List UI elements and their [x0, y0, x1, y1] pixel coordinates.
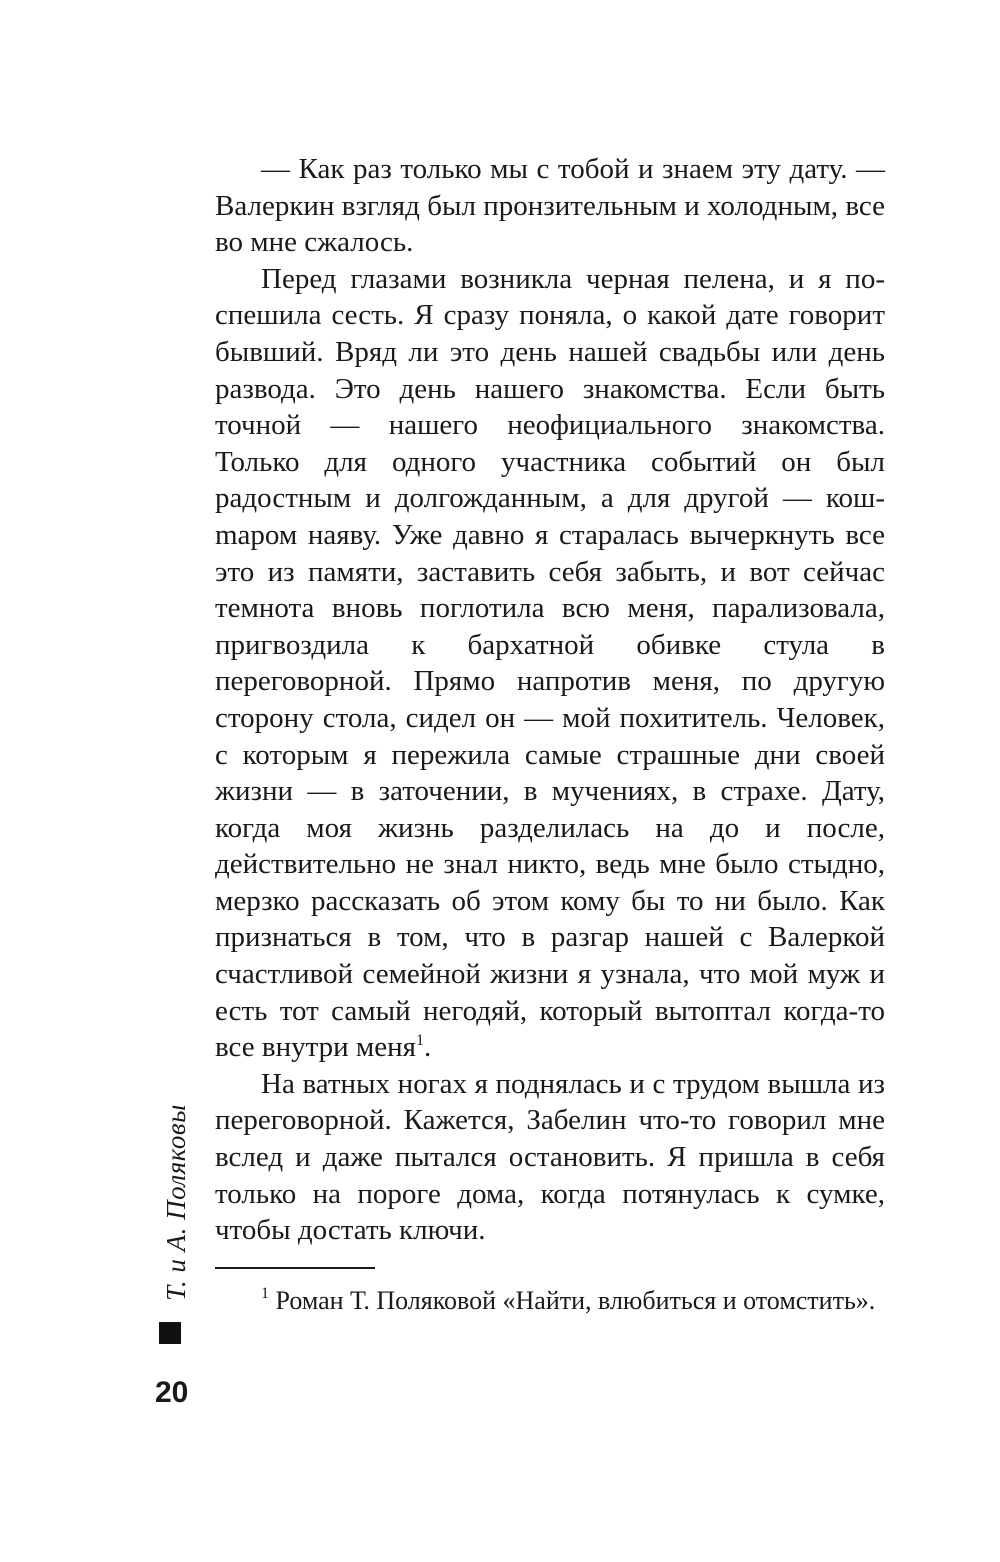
- body-text: [215, 151, 885, 1249]
- paragraph-1: — Как раз только мы с тобой и знаем эту дату. — Валеркин взгляд был пронзительным и холодным, все во мне сжалось.: [215, 153, 885, 259]
- footnote-text: Роман Т. Поляковой «Найти, влюбиться и отомстить».: [275, 1286, 876, 1315]
- running-head-authors: Т. и А. Поляковы: [160, 1104, 191, 1301]
- footnote: [215, 1284, 885, 1318]
- footnote-reference: 1: [415, 1032, 424, 1050]
- paragraph-2-end: .: [423, 1031, 432, 1064]
- square-marker-icon: [159, 1322, 181, 1344]
- footnote-marker: 1: [261, 1285, 269, 1302]
- running-head: [158, 1090, 194, 1315]
- paragraph-2: [215, 261, 885, 1066]
- paragraph-2-text: Перед глазами возникла черная пелена, и я поспешила сесть. Я сразу поняла, о какой дате говорит бывший. Вряд ли это день нашей свадьбы или день развода. Это день нашего знакомства. Если быть точной — нашего неофициального знакомства. Только для одного участника событий он был радостным и долгожданным, а для другой — кошmаром наяву. Уже давно я старалась вычеркнуть все это из памяти, заставить себя забыть, и вот сейчас темнота вновь поглотила всю меня, парализовала, пригвоздила к бархатной обивке стула в переговорной. Прямо напротив меня, по другую сторону стола, сидел он — мой похититель. Человек, с которым я пережила самые страшные дни своей жизни — в заточении, в мучениях, в страхе. Дату, когда моя жизнь разделилась на до и после, действительно не знал никто, ведь мне было стыдно, мерзко рассказать об этом кому бы то ни было. Как признаться в том, что в разгар нашей с Валеркой счастливой семейной жизни я узнала, что мой муж и есть тот самый негодяй, который вытоптал когда-то все внутри меня: [215, 262, 885, 1064]
- page-number: 20: [155, 1376, 189, 1409]
- paragraph-3: На ватных ногах я поднялась и с трудом вышла из переговорной. Кажется, Забелин что-то говорил мне вслед и даже пытался остановить. Я пришла в себя только на пороге дома, когда потянулась к сумке, чтобы достать ключи.: [215, 1067, 885, 1247]
- footnote-divider: [215, 1267, 375, 1269]
